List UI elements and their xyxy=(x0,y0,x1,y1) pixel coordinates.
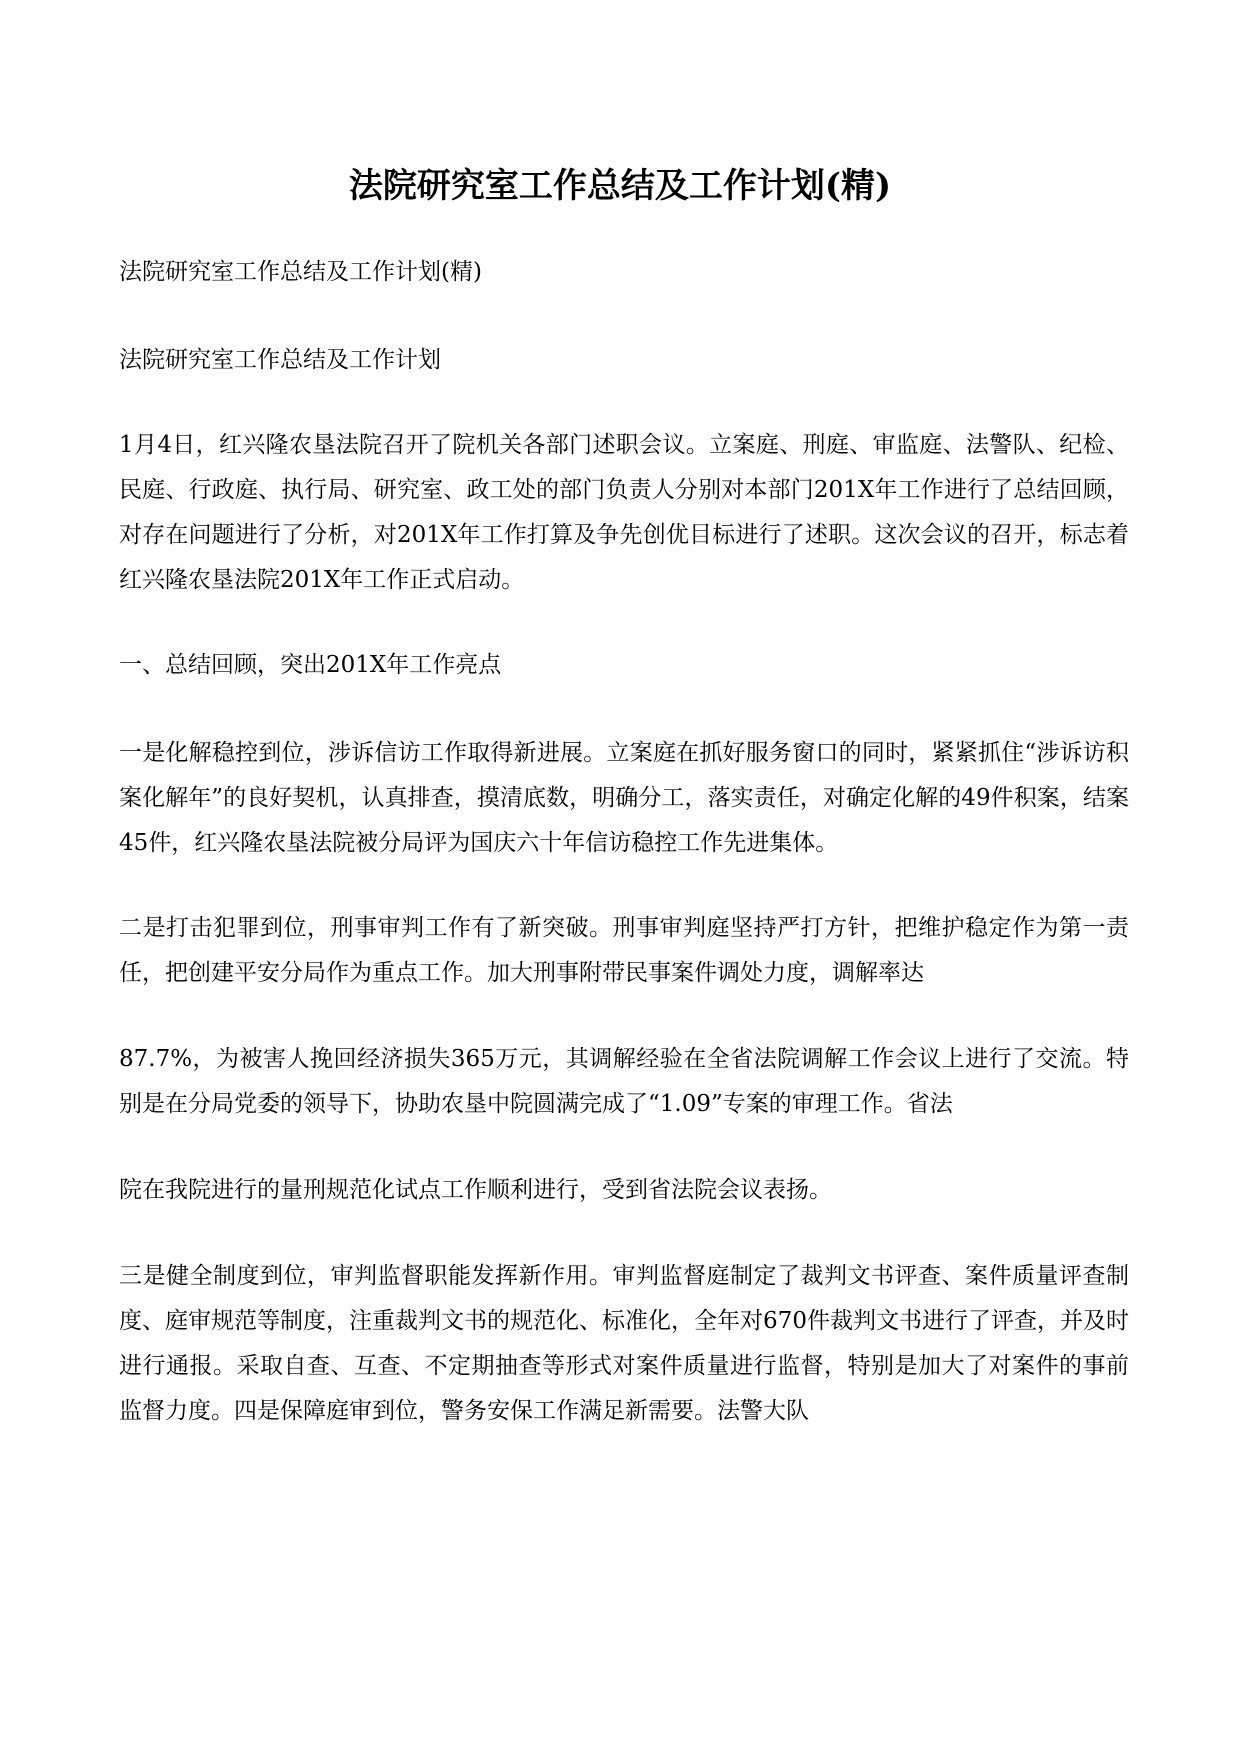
point-3-paragraph: 三是健全制度到位，审判监督职能发挥新作用。审判监督庭制定了裁判文书评查、案件质量评查制度、庭审规范等制度，注重裁判文书的规范化、标准化，全年对670件裁判文书进行了评查，并及时进行通报。采取自查、互查、不定期抽查等形式对案件质量进行监督，特别是加大了对案件的事前监督力度。四是保障庭审到位，警务安保工作满足新需要。法警大队 xyxy=(119,1263,1129,1424)
intro-paragraph: 1月4日，红兴隆农垦法院召开了院机关各部门述职会议。立案庭、刑庭、审监庭、法警队、纪检、民庭、行政庭、执行局、研究室、政工处的部门负责人分别对本部门201X年工作进行了总结回顾，对存在问题进行了分析，对201X年工作打算及争先创优目标进行了述职。这次会议的召开，标志着红兴隆农垦法院201X年工作正式启动。 xyxy=(119,432,1129,593)
point-1-paragraph: 一是化解稳控到位，涉诉信访工作取得新进展。立案庭在抓好服务窗口的同时，紧紧抓住“涉诉访积案化解年”的良好契机，认真排查，摸清底数，明确分工，落实责任，对确定化解的49件积案，结案45件，红兴隆农垦法院被分局评为国庆六十年信访稳控工作先进集体。 xyxy=(119,740,1129,856)
document-subtitle-1: 法院研究室工作总结及工作计划(精) xyxy=(119,259,482,285)
document-title: 法院研究室工作总结及工作计划(精) xyxy=(348,166,892,206)
point-2-paragraph-part-1: 二是打击犯罪到位，刑事审判工作有了新突破。刑事审判庭坚持严打方针，把维护稳定作为第一责任，把创建平安分局作为重点工作。加大刑事附带民事案件调处力度，调解率达 xyxy=(119,915,1129,986)
section-1-heading: 一、总结回顾，突出201X年工作亮点 xyxy=(119,652,502,678)
point-2-paragraph-part-3: 院在我院进行的量刑规范化试点工作顺利进行，受到省法院会议表扬。 xyxy=(119,1177,832,1203)
document-subtitle-2: 法院研究室工作总结及工作计划 xyxy=(119,347,441,373)
point-2-paragraph-part-2: 87.7%，为被害人挽回经济损失365万元，其调解经验在全省法院调解工作会议上进行了交流。特别是在分局党委的领导下，协助农垦中院圆满完成了“1.09”专案的审理工作。省法 xyxy=(119,1046,1129,1117)
